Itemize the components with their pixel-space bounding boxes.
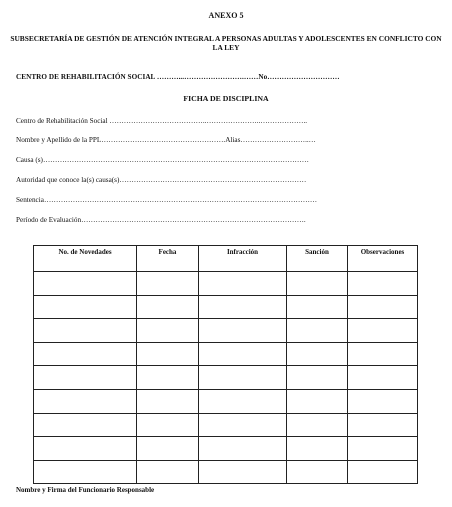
annex-title: ANEXO 5 xyxy=(208,11,244,20)
table-cell[interactable] xyxy=(348,413,418,437)
table-header-row xyxy=(34,246,418,272)
table-cell[interactable] xyxy=(137,437,199,461)
table-cell[interactable] xyxy=(137,389,199,413)
table-cell[interactable] xyxy=(287,413,348,437)
header-novedades: No. de Novedades xyxy=(34,246,137,272)
table-cell[interactable] xyxy=(199,389,287,413)
table-cell[interactable] xyxy=(287,295,348,319)
field-sentencia: Sentencia…………………………………………………………………………………………………… xyxy=(16,196,318,204)
table-cell[interactable] xyxy=(199,437,287,461)
header-fecha: Fecha xyxy=(137,246,199,272)
table-row xyxy=(34,460,418,484)
table-cell[interactable] xyxy=(348,295,418,319)
table-cell[interactable] xyxy=(137,295,199,319)
table-cell[interactable] xyxy=(199,413,287,437)
table-cell[interactable] xyxy=(287,272,348,296)
header-observaciones: Observaciones xyxy=(348,246,418,272)
discipline-table xyxy=(33,245,418,484)
table-cell[interactable] xyxy=(34,460,137,484)
table-cell[interactable] xyxy=(348,389,418,413)
table-cell[interactable] xyxy=(199,319,287,343)
table-row xyxy=(34,342,418,366)
table-cell[interactable] xyxy=(34,389,137,413)
table-cell[interactable] xyxy=(199,342,287,366)
table-cell[interactable] xyxy=(348,460,418,484)
table-cell[interactable] xyxy=(34,366,137,390)
form-title: FICHA DE DISCIPLINA xyxy=(183,94,269,103)
table-row xyxy=(34,272,418,296)
table-cell[interactable] xyxy=(287,460,348,484)
field-centro: Centro de Rehabilitación Social …………………………………..…………………..……………….. xyxy=(16,117,308,125)
field-periodo: Período de Evaluación…………………………………………………………………………………. xyxy=(16,216,306,224)
table-row xyxy=(34,366,418,390)
table-cell[interactable] xyxy=(199,272,287,296)
header-infraccion: Infracción xyxy=(199,246,287,272)
table-cell[interactable] xyxy=(348,437,418,461)
table-cell[interactable] xyxy=(34,437,137,461)
field-autoridad: Autoridad que conoce la(s) causa(s)…………………………………………………………………… xyxy=(16,176,307,184)
table-cell[interactable] xyxy=(199,460,287,484)
table-cell[interactable] xyxy=(287,366,348,390)
table-cell[interactable] xyxy=(199,295,287,319)
table-cell[interactable] xyxy=(348,319,418,343)
table-row xyxy=(34,319,418,343)
table-cell[interactable] xyxy=(137,366,199,390)
center-line: CENTRO DE REHABILITACIÓN SOCIAL ………...…………………….……No………………………… xyxy=(16,73,340,81)
field-causa: Causa (s)………………………………………………………………………………………………… xyxy=(16,156,309,164)
table-cell[interactable] xyxy=(137,319,199,343)
table-cell[interactable] xyxy=(34,295,137,319)
field-nombre: Nombre y Apellido de la PPL…………………………………………….Alias………………………..… xyxy=(16,136,316,144)
table-row xyxy=(34,437,418,461)
table-cell[interactable] xyxy=(287,437,348,461)
table-cell[interactable] xyxy=(287,342,348,366)
subsecretary-title: SUBSECRETARÍA DE GESTIÓN DE ATENCIÓN INTEGRAL A PERSONAS ADULTAS Y ADOLESCENTES EN CONFLICTO CON LA LEY xyxy=(10,34,442,52)
table-cell[interactable] xyxy=(137,272,199,296)
table-cell[interactable] xyxy=(34,342,137,366)
table-row xyxy=(34,295,418,319)
table-row xyxy=(34,413,418,437)
table-cell[interactable] xyxy=(34,413,137,437)
table-cell[interactable] xyxy=(34,272,137,296)
table-cell[interactable] xyxy=(137,413,199,437)
table-cell[interactable] xyxy=(348,342,418,366)
table-cell[interactable] xyxy=(34,319,137,343)
header-sancion: Sanción xyxy=(287,246,348,272)
table-cell[interactable] xyxy=(287,319,348,343)
signature-label: Nombre y Firma del Funcionario Responsable xyxy=(16,486,155,494)
table-cell[interactable] xyxy=(137,460,199,484)
table-row xyxy=(34,389,418,413)
table-cell[interactable] xyxy=(348,366,418,390)
table-cell[interactable] xyxy=(137,342,199,366)
table-cell[interactable] xyxy=(199,366,287,390)
table-cell[interactable] xyxy=(348,272,418,296)
table-cell[interactable] xyxy=(287,389,348,413)
